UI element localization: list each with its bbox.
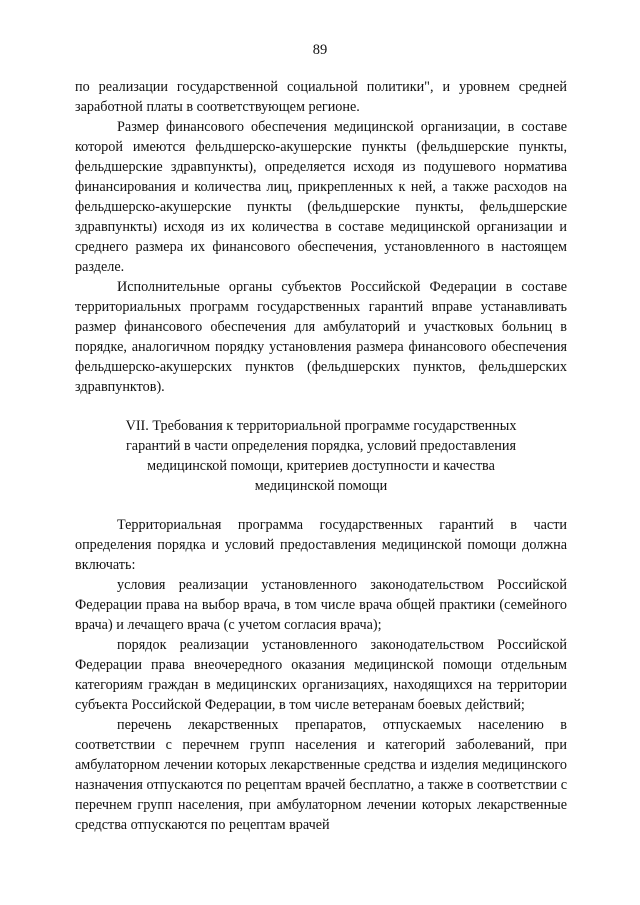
section-heading-line-4: медицинской помощи (254, 478, 388, 494)
paragraph-continuation: по реализации государственной социальной политики", и уровнем средней заработной платы в соответствующем регионе. (75, 79, 567, 115)
section-heading-line-3: медицинской помощи, критериев доступности и качества (147, 458, 495, 474)
paragraph-doctor-choice: условия реализации установленного законодательством Российской Федерации права на выбор врача, в том числе врача общей практики (семейного врача) и лечащего врача (с учетом согласия врача); (75, 577, 567, 633)
section-heading-line-2: гарантий в части определения порядка, условий предоставления (125, 438, 516, 454)
page-number: 89 (312, 42, 328, 58)
paragraph-financing-size: Размер финансового обеспечения медицинской организации, в составе которой имеются фельдшерско-акушерские пункты (фельдшерские пункты, фельдшерские здравпункты), определяется исходя из подушевого норматива финансирования и количества лиц, прикрепленных к ней, а также расходов на фельдшерско-акушерские пункты (фельдшерские пункты, фельдшерские здравпункты) исходя из их количества в составе медицинской организации и среднего размера их финансового обеспечения, установленного в настоящем разделе. (75, 119, 567, 275)
document-body (75, 77, 567, 835)
paragraph-executive-bodies: Исполнительные органы субъектов Российской Федерации в составе территориальных программ государственных гарантий вправе устанавливать размер финансового обеспечения для амбулаторий и участковых больниц в порядке, аналогичном порядку установления размера финансового обеспечения фельдшерско-акушерских пунктов (фельдшерских пунктов, фельдшерских здравпунктов). (75, 279, 567, 395)
paragraph-priority-care: порядок реализации установленного законодательством Российской Федерации права внеочередного оказания медицинской помощи отдельным категориям граждан в медицинских организациях, находящихся на территории субъекта Российской Федерации, в том числе ветеранам боевых действий; (75, 637, 567, 713)
section-heading (75, 416, 567, 496)
section-heading-line-1: VII. Требования к территориальной программе государственных (125, 418, 517, 434)
paragraph-medicines-list: перечень лекарственных препаратов, отпускаемых населению в соответствии с перечнем групп населения и категорий заболеваний, при амбулаторном лечении которых лекарственные средства и изделия медицинского назначения отпускаются по рецептам врачей бесплатно, а также в соответствии с перечнем групп населения, при амбулаторном лечении которых лекарственные средства отпускаются по рецептам врачей (75, 717, 567, 833)
paragraph-program-intro: Территориальная программа государственных гарантий в части определения порядка и условий предоставления медицинской помощи должна включать: (75, 517, 567, 573)
